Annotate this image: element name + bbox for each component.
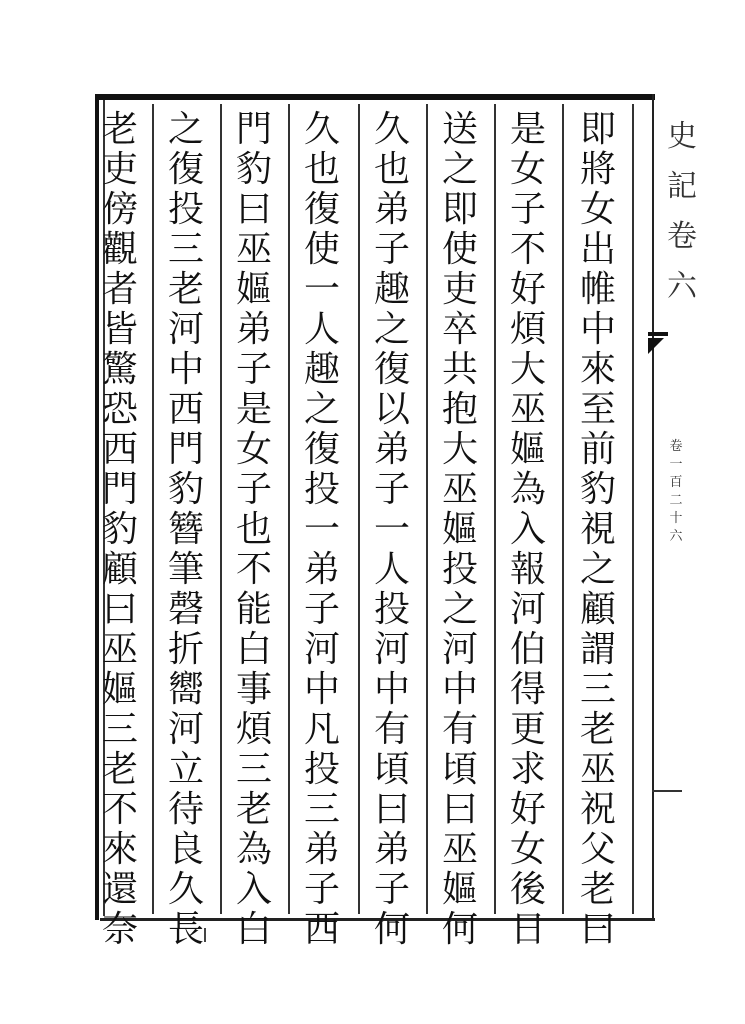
margin-chapter-char: 二 — [669, 493, 683, 508]
margin-tick — [652, 790, 682, 792]
fishtail-mark — [648, 338, 664, 354]
text-column: 久 也 復 使 一 人 趣 之 復 投 一 弟 子 河 中 凡 投 三 弟 子 西 — [303, 109, 340, 950]
text-column: 老 吏 傍 觀 者 皆 驚 恐 西 門 豹 顧 曰 巫 嫗 三 老 不 來 還 奈 — [101, 109, 138, 950]
column-rule — [632, 104, 634, 914]
column-rule — [562, 104, 564, 914]
column-rule — [494, 104, 496, 914]
column-rule — [358, 104, 360, 914]
margin-title-char: 記 — [667, 169, 697, 204]
text-column: 是 女 子 不 好 煩 大 巫 嫗 為 入 報 河 伯 得 更 求 好 女 後 日 — [509, 109, 546, 950]
foot-tick — [204, 928, 206, 942]
column-rule — [152, 104, 154, 914]
margin-chapter-char: 十 — [669, 511, 683, 526]
margin-title-char: 六 — [667, 269, 697, 304]
text-column: 送 之 即 使 吏 卒 共 抱 大 巫 嫗 投 之 河 中 有 頃 曰 巫 嫗 何 — [441, 109, 478, 950]
margin-title-char: 史 — [667, 119, 697, 154]
column-rule — [288, 104, 290, 914]
fishtail-bar — [648, 332, 668, 336]
margin-chapter-char: 六 — [669, 529, 683, 544]
text-column: 即 將 女 出 帷 中 來 至 前 豹 視 之 顧 謂 三 老 巫 祝 父 老 曰 — [579, 109, 616, 950]
page-frame-right-border — [652, 94, 654, 920]
text-column: 久 也 弟 子 趣 之 復 以 弟 子 一 人 投 河 中 有 頃 曰 弟 子 何 — [373, 109, 410, 950]
column-rule — [220, 104, 222, 914]
margin-book-title — [664, 112, 700, 312]
page-frame-top-border — [95, 94, 655, 100]
margin-chapter-char: 卷 — [669, 439, 683, 454]
margin-chapter-char: 百 — [669, 475, 683, 490]
column-rule — [426, 104, 428, 914]
text-column: 之 復 投 三 老 河 中 西 門 豹 簪 筆 磬 折 嚮 河 立 待 良 久 長 — [167, 109, 204, 950]
margin-title-char: 卷 — [667, 219, 697, 254]
text-column: 門 豹 曰 巫 嫗 弟 子 是 女 子 也 不 能 白 事 煩 三 老 為 入 白 — [235, 109, 272, 950]
margin-chapter-label — [666, 438, 686, 546]
margin-chapter-char: 一 — [669, 457, 683, 472]
